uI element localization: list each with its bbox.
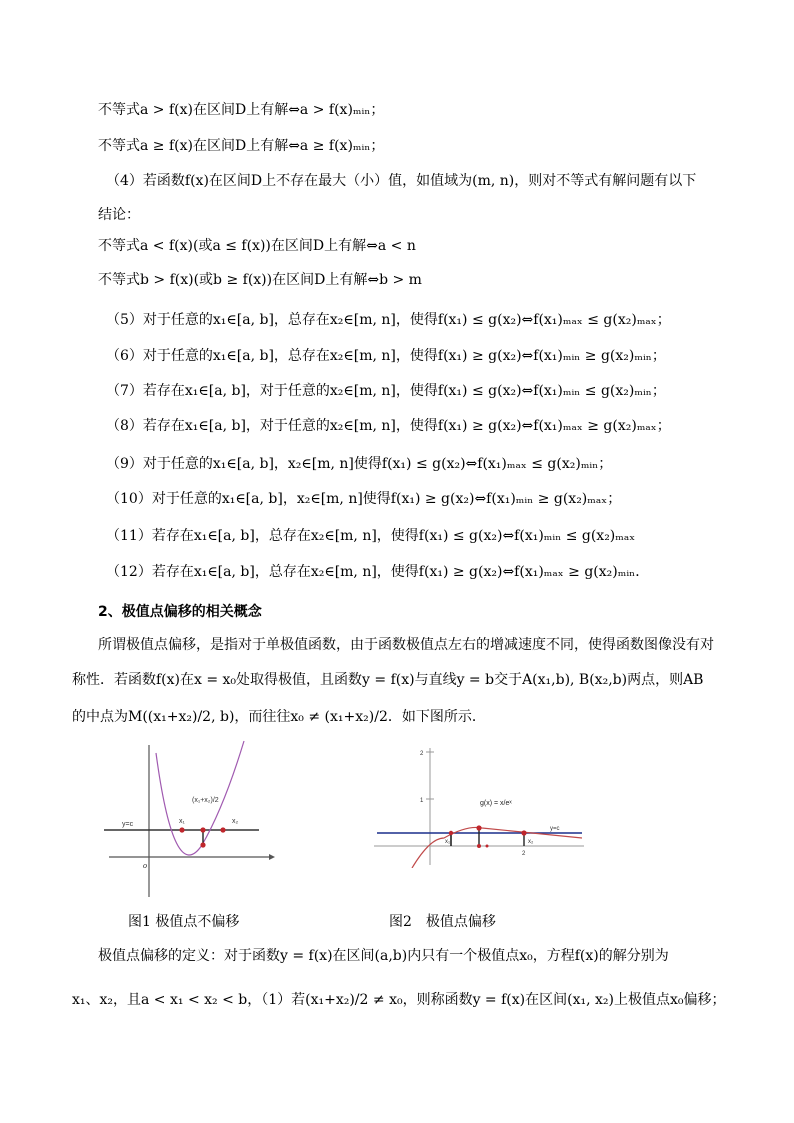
line-2: 不等式a ≥ f(x)在区间D上有解⇔a ≥ f(x)ₘᵢₙ；: [98, 138, 385, 154]
figure-1: [104, 737, 284, 902]
line-7: （5）对于任意的x₁∈[a, b]，总存在x₂∈[m, n]，使得f(x₁) ≤ g(x₂)⇔f(x₁)ₘₐₓ ≤ g(x₂)ₘₐₓ；: [106, 312, 671, 328]
fig2-point-x1: [449, 831, 453, 835]
fig2-label-yc: y=c: [550, 826, 560, 832]
line-6: 不等式b > f(x)(或b ≥ f(x))在区间D上有解⇔b > m: [98, 272, 422, 288]
fig2-tick-2: 2: [420, 751, 424, 757]
fig1-point-mid: [200, 827, 205, 832]
fig2-label-x1: x₁: [445, 839, 451, 845]
fig2-label-func: g(x) = x/eˣ: [480, 800, 512, 807]
para-2: 称性．若函数f(x)在x = x₀处取得极值，且函数y = f(x)与直线y = b交于A(x₁,b), B(x₂,b)两点，则AB: [72, 672, 704, 688]
line-11: （9）对于任意的x₁∈[a, b]，x₂∈[m, n]使得f(x₁) ≤ g(x₂)⇔f(x₁)ₘₐₓ ≤ g(x₂)ₘᵢₙ；: [106, 456, 613, 472]
para-3: 的中点为M((x₁+x₂)/2, b)，而往往x₀ ≠ (x₁+x₂)/2．如下图所示．: [72, 709, 486, 725]
fig1-label-x2: x₂: [232, 818, 239, 825]
fig1-label-mid: (x₁+x₂)/2: [192, 797, 219, 804]
fig1-point-min: [200, 842, 205, 847]
line-9: （7）若存在x₁∈[a, b]，对于任意的x₂∈[m, n]，使得f(x₁) ≤ g(x₂)⇔f(x₁)ₘᵢₙ ≤ g(x₂)ₘᵢₙ；: [106, 383, 666, 399]
fig2-point-x0: [477, 844, 481, 848]
fig1-label-x1: x₁: [179, 818, 185, 825]
fig1-point-x2: [220, 827, 225, 832]
line-10: （8）若存在x₁∈[a, b]，对于任意的x₂∈[m, n]，使得f(x₁) ≥ g(x₂)⇔f(x₁)ₘₐₓ ≥ g(x₂)ₘₐₓ；: [106, 418, 671, 434]
para-1: 所谓极值点偏移，是指对于单极值函数，由于函数极值点左右的增减速度不同，使得函数图像没有对: [98, 637, 714, 653]
fig1-label-yc: y=c: [122, 821, 134, 828]
line-3: （4）若函数f(x)在区间D上不存在最大（小）值，如值域为(m, n)，则对不等式有解问题有以下: [106, 173, 697, 189]
caption-fig1: 图1 极值点不偏移: [128, 914, 240, 930]
section-heading: 2、极值点偏移的相关概念: [98, 604, 262, 620]
fig2-tick-x2: 2: [522, 851, 526, 857]
line-1: 不等式a > f(x)在区间D上有解⇔a > f(x)ₘᵢₙ；: [98, 102, 385, 118]
line-8: （6）对于任意的x₁∈[a, b]，总存在x₂∈[m, n]，使得f(x₁) ≥ g(x₂)⇔f(x₁)ₘᵢₙ ≥ g(x₂)ₘᵢₙ；: [106, 348, 666, 364]
line-5: 不等式a < f(x)(或a ≤ f(x))在区间D上有解⇔a < n: [98, 238, 416, 254]
caption-fig2: 图2 极值点偏移: [389, 914, 496, 930]
figure-2: [372, 743, 587, 868]
fig1-label-origin: o: [143, 861, 147, 870]
fig2-point-x2: [521, 830, 526, 835]
line-4: 结论：: [98, 207, 140, 223]
fig1-point-x1: [179, 827, 184, 832]
fig2-point-mid: [486, 845, 489, 848]
para-4: 极值点偏移的定义：对于函数y = f(x)在区间(a,b)内只有一个极值点x₀，方程f(x)的解分别为: [98, 948, 669, 964]
line-14: （12）若存在x₁∈[a, b]，总存在x₂∈[m, n]，使得f(x₁) ≥ g(x₂)⇔f(x₁)ₘₐₓ ≥ g(x₂)ₘᵢₙ．: [106, 564, 650, 580]
para-5: x₁、x₂，且a < x₁ < x₂ < b，（1）若(x₁+x₂)/2 ≠ x₀，则称函数y = f(x)在区间(x₁, x₂)上极值点x₀偏移；: [72, 992, 726, 1008]
line-13: （11）若存在x₁∈[a, b]，总存在x₂∈[m, n]，使得f(x₁) ≤ g(x₂)⇔f(x₁)ₘᵢₙ ≤ g(x₂)ₘₐₓ: [106, 528, 636, 544]
fig2-tick-1: 1: [420, 798, 424, 804]
fig2-point-peak: [476, 825, 481, 830]
fig2-label-x2: x₂: [528, 839, 534, 845]
line-12: （10）对于任意的x₁∈[a, b]，x₂∈[m, n]使得f(x₁) ≥ g(x₂)⇔f(x₁)ₘᵢₙ ≥ g(x₂)ₘₐₓ；: [106, 491, 622, 507]
